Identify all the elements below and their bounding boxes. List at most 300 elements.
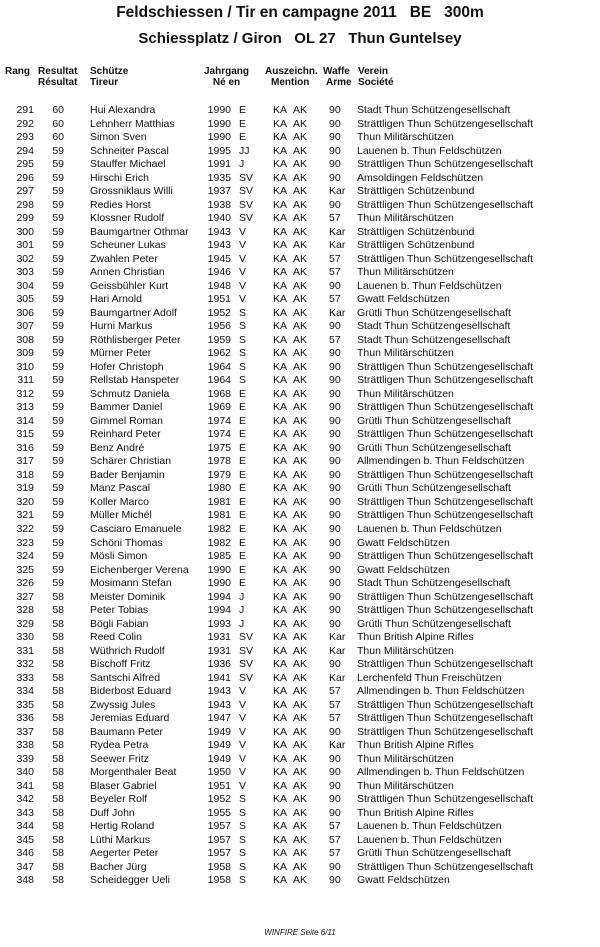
mention-ka: KA	[273, 360, 288, 373]
birth-year: 1957	[207, 833, 231, 846]
table-row	[0, 658, 600, 672]
club-name: Stadt Thun Schützengesellschaft	[357, 104, 511, 116]
rang-cell: 335	[16, 698, 34, 711]
mention-ka: KA	[273, 117, 288, 130]
mention-ak: AK	[293, 509, 308, 522]
birth-year: 1957	[207, 820, 231, 833]
rang-cell: 334	[16, 685, 34, 698]
rang-cell: 340	[16, 766, 34, 779]
category: V	[239, 698, 247, 711]
birth-year: 1985	[207, 550, 231, 563]
shooter-name: Mösli Simon	[90, 550, 148, 563]
table-row	[0, 874, 600, 888]
rang-cell: 328	[16, 604, 34, 617]
mention-ka: KA	[273, 698, 288, 711]
mention-ka: KA	[273, 522, 288, 535]
shooter-name: Bader Benjamin	[90, 468, 165, 481]
shooter-name: Reinhard Peter	[90, 428, 161, 441]
rang-cell: 320	[16, 495, 34, 508]
category: V	[239, 225, 247, 238]
rang-cell: 307	[16, 320, 34, 333]
club-name: Thun Militärschützen	[357, 266, 454, 279]
mention-ak: AK	[293, 793, 308, 806]
category: S	[239, 860, 247, 873]
weapon: 90	[329, 441, 341, 454]
weapon: 90	[329, 387, 341, 400]
table-row	[0, 253, 600, 267]
mention-ka: KA	[273, 550, 288, 563]
rang-cell: 291	[16, 104, 34, 116]
mention-ak: AK	[293, 806, 308, 819]
category: E	[239, 482, 247, 495]
club-name: Strättligen Thun Schützengesellschaft	[357, 360, 534, 373]
table-row	[0, 672, 600, 686]
shooter-name: Hertig Roland	[90, 820, 155, 833]
category: V	[239, 293, 247, 306]
mention-ak: AK	[293, 387, 308, 400]
header-rang: Rang	[5, 66, 30, 77]
category: S	[239, 360, 247, 373]
mention-ak: AK	[293, 833, 308, 846]
table-row	[0, 699, 600, 713]
club-name: Strättligen Thun Schützengesellschaft	[357, 252, 534, 265]
rang-cell: 344	[16, 820, 34, 833]
mention-ak: AK	[293, 212, 308, 225]
result-cell: 58	[52, 698, 64, 711]
shooter-name: Geissbühler Kurt	[90, 279, 169, 292]
weapon: Kar	[329, 185, 346, 198]
mention-ak: AK	[293, 131, 308, 144]
category: V	[239, 685, 247, 698]
table-row	[0, 266, 600, 280]
category: J	[239, 617, 245, 630]
table-row	[0, 104, 600, 118]
birth-year: 1931	[207, 644, 231, 657]
weapon: Kar	[329, 739, 346, 752]
weapon: 90	[329, 117, 341, 130]
shooter-name: Zwyssig Jules	[90, 698, 156, 711]
club-name: Allmendingen b. Thun Feldschützen	[357, 685, 525, 698]
club-name: Grütli Thun Schützengesellschaft	[357, 306, 511, 319]
table-row	[0, 753, 600, 767]
result-cell: 59	[52, 279, 64, 292]
rang-cell: 316	[16, 441, 34, 454]
birth-year: 1980	[207, 482, 231, 495]
shooter-name: Biderbost Eduard	[90, 685, 172, 698]
category: E	[239, 550, 247, 563]
club-name: Grütli Thun Schützengesellschaft	[357, 414, 511, 427]
category: S	[239, 320, 247, 333]
mention-ak: AK	[293, 550, 308, 563]
table-row	[0, 591, 600, 605]
weapon: 90	[329, 279, 341, 292]
mention-ka: KA	[273, 658, 288, 671]
mention-ak: AK	[293, 860, 308, 873]
mention-ka: KA	[273, 671, 288, 684]
weapon: 90	[329, 198, 341, 211]
club-name: Stadt Thun Schützengesellschaft	[357, 333, 511, 346]
birth-year: 1950	[207, 766, 231, 779]
result-cell: 58	[52, 739, 64, 752]
result-cell: 58	[52, 644, 64, 657]
rang-cell: 348	[16, 874, 34, 887]
weapon: 90	[329, 360, 341, 373]
category: E	[239, 104, 247, 116]
shooter-name: Hui Alexandra	[90, 104, 156, 116]
rang-cell: 301	[16, 239, 34, 252]
rang-cell: 315	[16, 428, 34, 441]
category: E	[239, 563, 247, 576]
table-row	[0, 172, 600, 186]
table-row	[0, 442, 600, 456]
rang-cell: 306	[16, 306, 34, 319]
mention-ka: KA	[273, 766, 288, 779]
club-name: Strättligen Schützenbund	[357, 185, 475, 198]
mention-ka: KA	[273, 739, 288, 752]
rang-cell: 332	[16, 658, 34, 671]
birth-year: 1951	[207, 293, 231, 306]
result-cell: 59	[52, 563, 64, 576]
category: V	[239, 252, 247, 265]
weapon: 90	[329, 577, 341, 590]
table-row	[0, 388, 600, 402]
weapon: 90	[329, 158, 341, 171]
mention-ka: KA	[273, 401, 288, 414]
weapon: 57	[329, 833, 341, 846]
result-cell: 59	[52, 374, 64, 387]
mention-ak: AK	[293, 482, 308, 495]
club-name: Thun Militärschützen	[357, 644, 454, 657]
table-row	[0, 401, 600, 415]
club-name: Strättligen Thun Schützengesellschaft	[357, 495, 534, 508]
birth-year: 1995	[207, 144, 231, 157]
table-row	[0, 861, 600, 875]
birth-year: 1994	[207, 604, 231, 617]
club-name: Strättligen Thun Schützengesellschaft	[357, 117, 534, 130]
result-cell: 59	[52, 293, 64, 306]
shooter-name: Jeremias Eduard	[90, 712, 170, 725]
mention-ak: AK	[293, 320, 308, 333]
result-cell: 60	[52, 104, 64, 116]
birth-year: 1938	[207, 198, 231, 211]
rang-cell: 305	[16, 293, 34, 306]
category: SV	[239, 644, 254, 657]
mention-ak: AK	[293, 333, 308, 346]
birth-year: 1956	[207, 320, 231, 333]
weapon: 90	[329, 495, 341, 508]
result-cell: 59	[52, 414, 64, 427]
mention-ka: KA	[273, 874, 288, 887]
birth-year: 1952	[207, 793, 231, 806]
result-cell: 59	[52, 239, 64, 252]
weapon: 57	[329, 293, 341, 306]
mention-ka: KA	[273, 685, 288, 698]
table-row	[0, 212, 600, 226]
result-cell: 59	[52, 468, 64, 481]
result-cell: 58	[52, 847, 64, 860]
mention-ak: AK	[293, 590, 308, 603]
weapon: 90	[329, 725, 341, 738]
mention-ak: AK	[293, 252, 308, 265]
weapon: 90	[329, 793, 341, 806]
birth-year: 1945	[207, 252, 231, 265]
birth-year: 1959	[207, 333, 231, 346]
result-cell: 58	[52, 752, 64, 765]
rang-cell: 329	[16, 617, 34, 630]
weapon: 90	[329, 131, 341, 144]
result-cell: 59	[52, 482, 64, 495]
shooter-name: Meister Dominik	[90, 590, 166, 603]
rang-cell: 333	[16, 671, 34, 684]
weapon: 90	[329, 374, 341, 387]
result-cell: 59	[52, 252, 64, 265]
mention-ak: AK	[293, 766, 308, 779]
table-row	[0, 766, 600, 780]
result-cell: 58	[52, 671, 64, 684]
birth-year: 1994	[207, 590, 231, 603]
category: SV	[239, 631, 254, 644]
mention-ak: AK	[293, 847, 308, 860]
mention-ka: KA	[273, 617, 288, 630]
rang-cell: 312	[16, 387, 34, 400]
shooter-name: Zwahlen Peter	[90, 252, 158, 265]
table-row	[0, 604, 600, 618]
club-name: Strättligen Thun Schützengesellschaft	[357, 468, 534, 481]
club-name: Lerchenfeld Thun Freischützen	[357, 671, 502, 684]
result-cell: 58	[52, 874, 64, 887]
table-row	[0, 780, 600, 794]
mention-ak: AK	[293, 779, 308, 792]
shooter-name: Scheuner Lukas	[90, 239, 166, 252]
mention-ka: KA	[273, 279, 288, 292]
category: E	[239, 441, 247, 454]
weapon: Kar	[329, 631, 346, 644]
mention-ka: KA	[273, 171, 288, 184]
rang-cell: 319	[16, 482, 34, 495]
category: S	[239, 793, 247, 806]
mention-ak: AK	[293, 360, 308, 373]
weapon: 90	[329, 806, 341, 819]
category: V	[239, 779, 247, 792]
shooter-name: Lehnherr Matthias	[90, 117, 175, 130]
club-name: Stadt Thun Schützengesellschaft	[357, 320, 511, 333]
weapon: Kar	[329, 644, 346, 657]
category: V	[239, 766, 247, 779]
category: E	[239, 428, 247, 441]
category: S	[239, 333, 247, 346]
weapon: Kar	[329, 671, 346, 684]
birth-year: 1940	[207, 212, 231, 225]
shooter-name: Reed Colin	[90, 631, 142, 644]
weapon: 90	[329, 658, 341, 671]
club-name: Strättligen Thun Schützengesellschaft	[357, 725, 534, 738]
birth-year: 1962	[207, 347, 231, 360]
table-row	[0, 226, 600, 240]
category: E	[239, 455, 247, 468]
result-cell: 58	[52, 725, 64, 738]
shooter-name: Hurni Markus	[90, 320, 153, 333]
mention-ak: AK	[293, 144, 308, 157]
weapon: 90	[329, 563, 341, 576]
club-name: Strättligen Thun Schützengesellschaft	[357, 509, 534, 522]
mention-ak: AK	[293, 658, 308, 671]
birth-year: 1937	[207, 185, 231, 198]
table-row	[0, 455, 600, 469]
weapon: Kar	[329, 239, 346, 252]
mention-ka: KA	[273, 212, 288, 225]
result-cell: 59	[52, 401, 64, 414]
rang-cell: 292	[16, 117, 34, 130]
result-cell: 59	[52, 441, 64, 454]
table-row	[0, 347, 600, 361]
birth-year: 1948	[207, 279, 231, 292]
club-name: Amsoldingen Feldschützen	[357, 171, 484, 184]
weapon: 90	[329, 482, 341, 495]
birth-year: 1949	[207, 739, 231, 752]
table-row	[0, 239, 600, 253]
table-row	[0, 374, 600, 388]
result-cell: 60	[52, 117, 64, 130]
category: SV	[239, 185, 254, 198]
result-cell: 59	[52, 577, 64, 590]
shooter-name: Schmutz Daniela	[90, 387, 170, 400]
weapon: 57	[329, 847, 341, 860]
table-row	[0, 793, 600, 807]
club-name: Lauenen b. Thun Feldschützen	[357, 279, 502, 292]
shooter-name: Eichenberger Verena	[90, 563, 189, 576]
shooter-name: Aegerter Peter	[90, 847, 159, 860]
category: S	[239, 306, 247, 319]
mention-ka: KA	[273, 752, 288, 765]
mention-ka: KA	[273, 306, 288, 319]
category: V	[239, 266, 247, 279]
rang-cell: 323	[16, 536, 34, 549]
category: E	[239, 577, 247, 590]
mention-ak: AK	[293, 266, 308, 279]
table-row	[0, 847, 600, 861]
result-cell: 58	[52, 617, 64, 630]
table-row	[0, 131, 600, 145]
rang-cell: 311	[17, 374, 34, 387]
birth-year: 1990	[207, 577, 231, 590]
category: E	[239, 509, 247, 522]
club-name: Strättligen Thun Schützengesellschaft	[357, 712, 534, 725]
result-cell: 59	[52, 185, 64, 198]
club-name: Gwatt Feldschützen	[357, 874, 450, 887]
mention-ak: AK	[293, 468, 308, 481]
shooter-name: Rydea Petra	[90, 739, 149, 752]
mention-ka: KA	[273, 833, 288, 846]
mention-ka: KA	[273, 631, 288, 644]
mention-ak: AK	[293, 685, 308, 698]
mention-ak: AK	[293, 374, 308, 387]
shooter-name: Gimmel Roman	[90, 414, 163, 427]
mention-ka: KA	[273, 374, 288, 387]
rang-cell: 317	[16, 455, 34, 468]
rang-cell: 330	[16, 631, 34, 644]
mention-ka: KA	[273, 252, 288, 265]
birth-year: 1941	[207, 671, 231, 684]
weapon: 90	[329, 414, 341, 427]
mention-ka: KA	[273, 131, 288, 144]
weapon: 90	[329, 536, 341, 549]
result-cell: 58	[52, 712, 64, 725]
category: V	[239, 712, 247, 725]
result-cell: 59	[52, 306, 64, 319]
mention-ak: AK	[293, 306, 308, 319]
club-name: Strättligen Thun Schützengesellschaft	[357, 590, 534, 603]
rang-cell: 294	[16, 144, 34, 157]
category: S	[239, 847, 247, 860]
shooter-name: Duff John	[90, 806, 135, 819]
weapon: 90	[329, 428, 341, 441]
result-cell: 58	[52, 590, 64, 603]
rang-cell: 331	[16, 644, 34, 657]
club-name: Lauenen b. Thun Feldschützen	[357, 833, 502, 846]
result-cell: 59	[52, 266, 64, 279]
table-row	[0, 820, 600, 834]
mention-ak: AK	[293, 604, 308, 617]
mention-ka: KA	[273, 712, 288, 725]
category: V	[239, 725, 247, 738]
table-row	[0, 496, 600, 510]
shooter-name: Redies Horst	[90, 198, 151, 211]
category: V	[239, 279, 247, 292]
table-row	[0, 726, 600, 740]
mention-ka: KA	[273, 225, 288, 238]
club-name: Thun Militärschützen	[357, 387, 454, 400]
shooter-name: Blaser Gabriel	[90, 779, 157, 792]
mention-ka: KA	[273, 320, 288, 333]
weapon: 57	[329, 252, 341, 265]
table-row	[0, 158, 600, 172]
club-name: Strättligen Thun Schützengesellschaft	[357, 158, 534, 171]
weapon: 57	[329, 698, 341, 711]
weapon: 90	[329, 144, 341, 157]
result-cell: 58	[52, 793, 64, 806]
weapon: Kar	[329, 225, 346, 238]
shooter-name: Hirschi Erich	[90, 171, 149, 184]
category: S	[239, 374, 247, 387]
table-row	[0, 307, 600, 321]
shooter-name: Bammer Daniel	[90, 401, 163, 414]
mention-ka: KA	[273, 577, 288, 590]
page-subtitle: Schiessplatz / Giron OL 27 Thun Guntelsey	[138, 30, 462, 47]
result-cell: 58	[52, 685, 64, 698]
mention-ka: KA	[273, 847, 288, 860]
club-name: Strättligen Thun Schützengesellschaft	[357, 860, 534, 873]
mention-ak: AK	[293, 820, 308, 833]
category: E	[239, 522, 247, 535]
category: V	[239, 752, 247, 765]
table-row	[0, 280, 600, 294]
mention-ak: AK	[293, 671, 308, 684]
table-row	[0, 631, 600, 645]
rang-cell: 296	[16, 171, 34, 184]
table-row	[0, 185, 600, 199]
mention-ka: KA	[273, 806, 288, 819]
club-name: Lauenen b. Thun Feldschützen	[357, 144, 502, 157]
rang-cell: 314	[16, 414, 34, 427]
club-name: Lauenen b. Thun Feldschützen	[357, 522, 502, 535]
rang-cell: 346	[16, 847, 34, 860]
rang-cell: 341	[16, 779, 34, 792]
result-cell: 59	[52, 495, 64, 508]
result-cell: 58	[52, 860, 64, 873]
mention-ka: KA	[273, 725, 288, 738]
shooter-name: Baumann Peter	[90, 725, 163, 738]
result-cell: 59	[52, 198, 64, 211]
